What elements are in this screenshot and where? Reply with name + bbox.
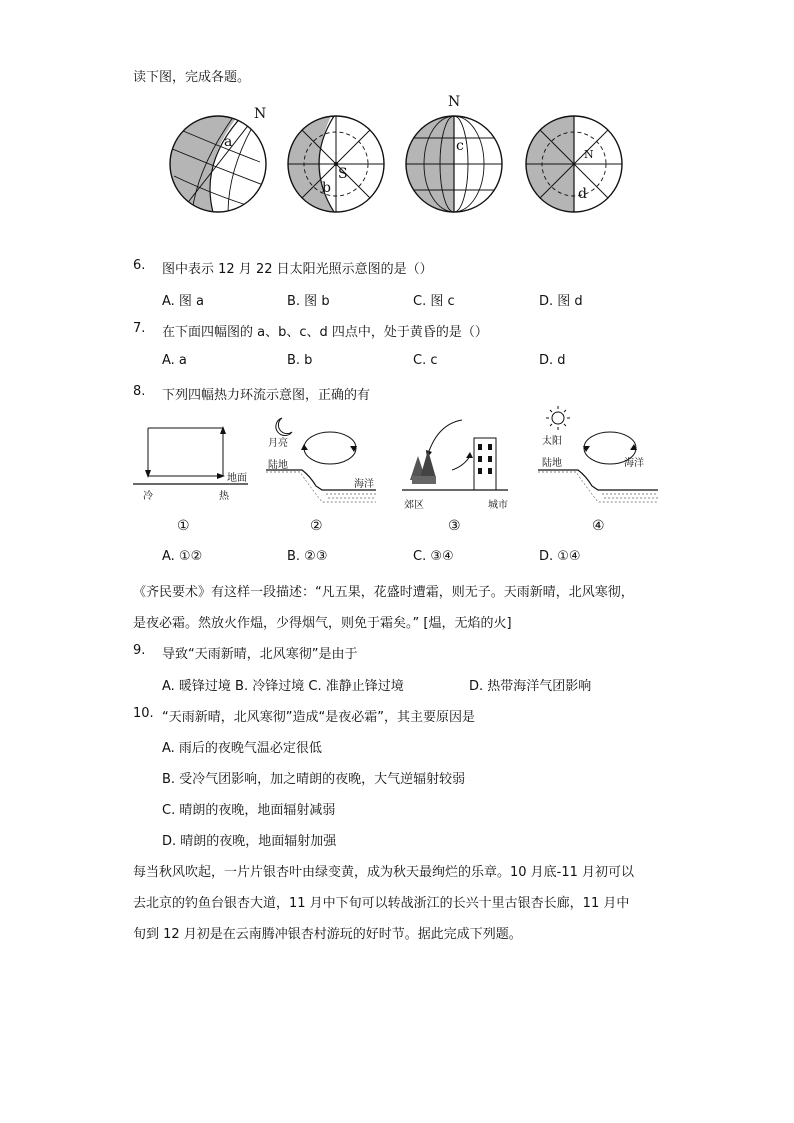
globe-diagram-b: [286, 106, 396, 216]
point-label-b: b: [322, 180, 331, 196]
north-label: N: [254, 106, 267, 122]
diagram-4-caption: ④: [592, 518, 605, 534]
q8-number: 8.: [133, 384, 146, 399]
q6-option-d[interactable]: D. 图 d: [539, 294, 583, 309]
passage2-line3: 旬到 12 月初是在云南腾冲银杏村游玩的好时节。据此完成下列题。: [133, 927, 522, 942]
q10-text: “天雨新晴，北风寒彻”造成“是夜必霜”，其主要原因是: [162, 710, 475, 725]
sun-label-4: 太阳: [542, 436, 562, 447]
circulation-diagram-3: [398, 410, 518, 534]
q6-option-a[interactable]: A. 图 a: [162, 294, 205, 309]
globe-diagram-c: [404, 92, 514, 212]
sun-label: S: [338, 166, 348, 182]
q9-option-d[interactable]: D. 热带海洋气团影响: [469, 679, 592, 694]
circulation-diagram-1: [133, 418, 253, 538]
diagram-2-caption: ②: [310, 518, 323, 534]
q8-text: 下列四幅热力环流示意图，正确的有: [162, 388, 371, 403]
q7-option-c[interactable]: C. c: [413, 353, 438, 368]
hot-label: 热: [219, 491, 229, 502]
sea-label-2: 海洋: [354, 479, 374, 490]
q7-text: 在下面四幅图的 a、b、c、d 四点中，处于黄昏的是（）: [162, 325, 488, 340]
passage1-line1: 《齐民要术》有这样一段描述：“凡五果，花盛时遭霜，则无子。天雨新晴，北风寒彻，: [133, 585, 634, 600]
q10-option-c[interactable]: C. 晴朗的夜晚，地面辐射减弱: [162, 803, 336, 818]
q8-option-c[interactable]: C. ③④: [413, 549, 454, 564]
globe-diagram-a: [168, 106, 278, 216]
city-label: 城市: [488, 500, 508, 511]
moon-icon: [276, 418, 292, 436]
q7-option-d[interactable]: D. d: [539, 353, 566, 368]
passage1-line2: 是夜必霜。然放火作煴，少得烟气，则免于霜矣。” [煴，无焰的火]: [133, 616, 512, 631]
north-label-c: N: [448, 94, 461, 110]
circulation-diagram-2: [266, 410, 386, 534]
q9-text: 导致“天雨新晴，北风寒彻”是由于: [162, 647, 358, 662]
q10-number: 10.: [133, 706, 154, 721]
q8-option-b[interactable]: B. ②③: [287, 549, 328, 564]
diagram-3-caption: ③: [448, 518, 461, 534]
globe-diagram-d: [524, 106, 634, 216]
diagram-1-caption: ①: [177, 518, 190, 534]
point-label-d: d: [578, 186, 587, 202]
north-mark-d: N: [584, 148, 594, 161]
passage2-line2: 去北京的钓鱼台银杏大道，11 月中下旬可以转战浙江的长兴十里古银杏长廊，11 月中: [133, 896, 630, 911]
q7-option-a[interactable]: A. a: [162, 353, 187, 368]
suburb-label: 郊区: [404, 500, 424, 511]
q8-option-d[interactable]: D. ①④: [539, 549, 581, 564]
ground-label: 地面: [227, 473, 247, 484]
q10-option-d[interactable]: D. 晴朗的夜晚，地面辐射加强: [162, 834, 337, 849]
land-label-2: 陆地: [268, 460, 288, 471]
q10-option-b[interactable]: B. 受冷气团影响，加之晴朗的夜晚，大气逆辐射较弱: [162, 772, 466, 787]
sun-icon: [546, 406, 570, 430]
passage2-line1: 每当秋风吹起，一片片银杏叶由绿变黄，成为秋天最绚烂的乐章。10 月底-11 月初可以: [133, 865, 635, 880]
q7-number: 7.: [133, 321, 146, 336]
q7-option-b[interactable]: B. b: [287, 353, 313, 368]
cold-label: 冷: [143, 491, 153, 502]
moon-label: 月亮: [268, 438, 288, 449]
q6-number: 6.: [133, 258, 146, 273]
point-label-c: c: [456, 138, 464, 154]
sea-label-4: 海洋: [624, 458, 644, 469]
q9-options-abc[interactable]: A. 暖锋过境 B. 冷锋过境 C. 准静止锋过境: [162, 679, 404, 694]
circulation-diagram-4: [538, 404, 668, 534]
q8-option-a[interactable]: A. ①②: [162, 549, 203, 564]
q10-option-a[interactable]: A. 雨后的夜晚气温必定很低: [162, 741, 322, 756]
q9-number: 9.: [133, 643, 146, 658]
q6-option-c[interactable]: C. 图 c: [413, 294, 455, 309]
point-label-a: a: [224, 134, 233, 150]
intro-text: 读下图，完成各题。: [133, 70, 251, 85]
q6-option-b[interactable]: B. 图 b: [287, 294, 330, 309]
land-label-4: 陆地: [542, 458, 562, 469]
q6-text: 图中表示 12 月 22 日太阳光照示意图的是（）: [162, 262, 433, 277]
